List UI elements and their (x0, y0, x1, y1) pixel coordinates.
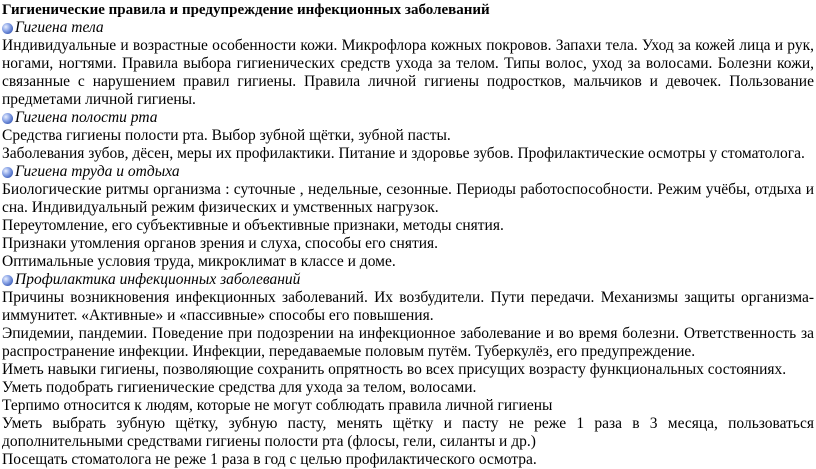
paragraph: Признаки утомления органов зрения и слуха, способы его снятия. (2, 235, 439, 252)
bullet-icon (2, 113, 13, 124)
paragraph: Оптимальные условия труда, микроклимат в классе и доме. (2, 253, 396, 270)
bullet-icon (2, 275, 13, 286)
paragraph: Иметь навыки гигиены, позволяющие сохранить опрятность во всех присущих возрасту функциональных состояниях. (2, 361, 787, 378)
section-heading (2, 163, 816, 181)
section-work-rest-hygiene (2, 163, 816, 271)
section-heading-text: Гигиена труда и отдыха (15, 163, 180, 180)
bullet-icon (2, 167, 13, 178)
section-oral-hygiene (2, 109, 816, 163)
section-heading (2, 271, 816, 289)
paragraph: Индивидуальные и возрастные особенности кожи. Микрофлора кожных покровов. Запахи тела. Уход за кожей лица и рук, ногами, ногтями. Правила выбора гигиенических средств ухода за телом. Типы волос, уход за волосами. Болезни кожи, связанные с нарушением правил гигиены. Правила личной гигиены подростков, мальчиков и девочек. Пользование предметами личной гигиены. (2, 37, 814, 108)
section-heading (2, 109, 816, 127)
section-heading-text: Гигиена полости рта (15, 109, 158, 126)
section-heading-text: Профилактика инфекционных заболеваний (15, 271, 301, 288)
paragraph: Уметь подобрать гигиенические средства для ухода за телом, волосами. (2, 379, 477, 396)
paragraph: Терпимо относится к людям, которые не могут соблюдать правила личной гигиены (2, 397, 553, 414)
section-infection-prevention (2, 271, 816, 469)
paragraph: Эпидемии, пандемии. Поведение при подозрении на инфекционное заболевание и во время болезни. Ответственность за распространение инфекции. Инфекции, передаваемые половым путём. Туберкулёз, его предупреждение. (2, 325, 814, 360)
bullet-icon (2, 23, 13, 34)
section-heading (2, 19, 816, 37)
paragraph: Уметь выбрать зубную щётку, зубную пасту, менять щётку и пасту не реже 1 раза в 3 месяца, пользоваться дополнительными средствами гигиены полости рта (флосы, гели, силанты и др.) (2, 415, 814, 450)
paragraph: Заболевания зубов, дёсен, меры их профилактики. Питание и здоровье зубов. Профилактические осмотры у стоматолога. (2, 145, 805, 162)
section-body-hygiene (2, 19, 816, 109)
paragraph: Переутомление, его субъективные и объективные признаки, методы снятия. (2, 217, 504, 234)
paragraph: Средства гигиены полости рта. Выбор зубной щётки, зубной пасты. (2, 127, 451, 144)
paragraph: Причины возникновения инфекционных заболеваний. Их возбудители. Пути передачи. Механизмы защиты организма- иммунитет. «Активные» и «пассивные» способы его повышения. (2, 289, 814, 324)
paragraph: Посещать стоматолога не реже 1 раза в год с целью профилактического осмотра. (2, 451, 537, 468)
paragraph: Биологические ритмы организма : суточные , недельные, сезонные. Периоды работоспособности. Режим учёбы, отдыха и сна. Индивидуальный режим физических и умственных нагрузок. (2, 181, 814, 216)
document-title: Гигиенические правила и предупреждение инфекционных заболеваний (2, 2, 490, 18)
section-heading-text: Гигиена тела (15, 19, 104, 36)
